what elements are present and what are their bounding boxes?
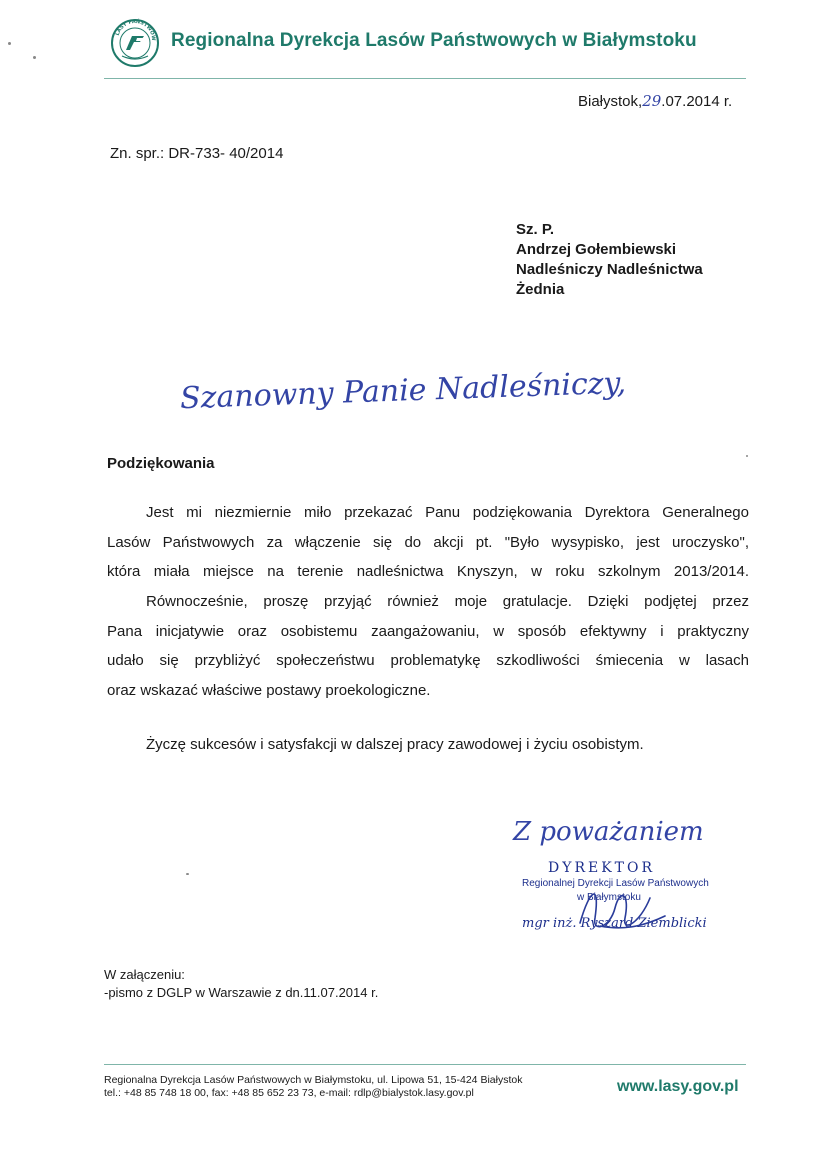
body-line: Jest mi niezmiernie miło przekazać Panu podziękowania Dyrektora Generalnego xyxy=(146,504,749,521)
attachment-item: -pismo z DGLP w Warszawie z dn.11.07.2014 r. xyxy=(104,985,379,1000)
footer-contact-line: tel.: +48 85 748 18 00, fax: +48 85 652 23 73, e-mail: rdlp@bialystok.lasy.gov.pl xyxy=(104,1087,474,1099)
scan-speck xyxy=(746,455,748,457)
handwritten-signature xyxy=(570,878,670,940)
scan-speck xyxy=(33,56,36,59)
body-paragraph-1 xyxy=(107,498,749,587)
handwritten-salutation xyxy=(175,352,655,432)
addressee-block xyxy=(516,220,703,300)
logo-text: LASY PAŃSTWOW xyxy=(114,18,157,42)
scan-speck xyxy=(186,873,189,875)
footer-address-line: Regionalna Dyrekcja Lasów Państwowych w Białymstoku, ul. Lipowa 51, 15-424 Białystok xyxy=(104,1074,523,1086)
attachments-label: W załączeniu: xyxy=(104,967,185,982)
organization-name: Regionalna Dyrekcja Lasów Państwowych w Białymstoku xyxy=(171,30,697,51)
footer-website-link[interactable]: www.lasy.gov.pl xyxy=(617,1078,739,1095)
footer-address xyxy=(104,1074,522,1100)
lasy-panstwowe-logo-icon xyxy=(110,18,160,68)
body-line: Lasów Państwowych za włączenie się do akcji pt. "Było wysypisko, jest uroczysko", xyxy=(107,533,749,551)
addressee-line: Sz. P. xyxy=(516,221,555,238)
body-line: Życzę sukcesów i satysfakcji w dalszej pracy zawodowej i życiu osobistym. xyxy=(146,736,644,753)
scan-speck xyxy=(8,42,11,45)
stamp-city: w Białymstoku xyxy=(577,892,641,903)
body-line: Równocześnie, proszę przyjąć również moje gratulacje. Dzięki podjętej przez xyxy=(146,593,749,610)
body-line: Pana inicjatywie oraz osobistemu zaangażowaniu, w sposób efektywny i praktyczny xyxy=(107,622,749,640)
closing-text: Z poważaniem xyxy=(513,817,704,847)
attachments-block xyxy=(104,966,378,1002)
addressee-line: Nadleśniczy Nadleśnictwa xyxy=(516,261,703,278)
body-paragraph-3 xyxy=(107,730,749,760)
date-suffix: .07.2014 r. xyxy=(661,93,733,110)
body-paragraph-2 xyxy=(107,587,749,705)
stamp-name: mgr inż. Ryszard Ziemblicki xyxy=(522,916,707,931)
addressee-line: Andrzej Gołembiewski xyxy=(516,241,677,258)
handwritten-closing xyxy=(508,805,788,860)
date-handwritten-day: 29 xyxy=(642,92,662,110)
date-prefix: Białystok, xyxy=(578,93,643,110)
footer-divider xyxy=(104,1064,746,1065)
date-line xyxy=(578,92,732,110)
salutation-text: Szanowny Panie Nadleśniczy, xyxy=(179,365,627,417)
body-line: oraz wskazać właściwe postawy proekologiczne. xyxy=(107,681,431,699)
body-line: udało się przybliżyć społeczeństwu problematykę szkodliwości śmiecenia w lasach xyxy=(107,652,749,669)
body-line: która miała miejsce na terenie nadleśnictwa Knyszyn, w roku szkolnym 2013/2014. xyxy=(107,563,749,580)
stamp-organization: Regionalnej Dyrekcji Lasów Państwowych xyxy=(522,878,709,889)
reference-number: Zn. spr.: DR-733- 40/2014 xyxy=(110,145,284,162)
header-divider xyxy=(104,78,746,79)
addressee-line: Żednia xyxy=(516,281,565,298)
stamp-title: DYREKTOR xyxy=(548,860,656,876)
subject-heading: Podziękowania xyxy=(107,455,215,472)
